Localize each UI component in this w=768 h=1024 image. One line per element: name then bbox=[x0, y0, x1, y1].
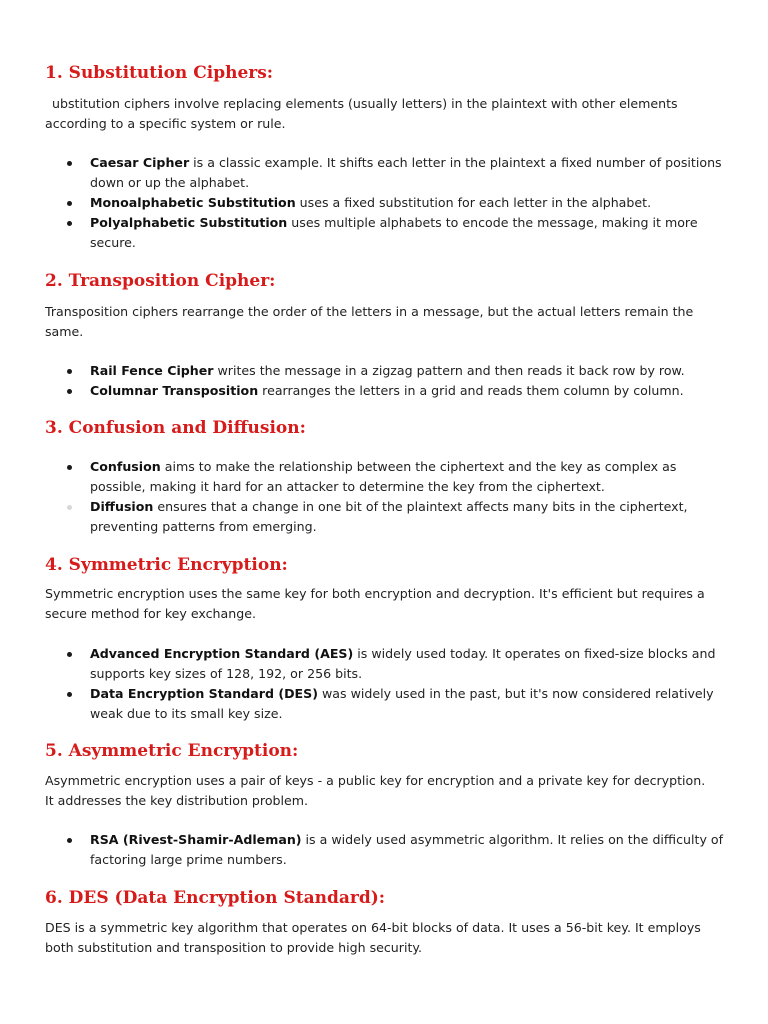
list-item bbox=[45, 497, 725, 537]
list-item bbox=[45, 457, 725, 497]
bullet-icon bbox=[67, 221, 72, 226]
section-2-bullet-list bbox=[45, 361, 725, 401]
bullet-term: Data Encryption Standard (DES) bbox=[90, 686, 318, 701]
bullet-term: Advanced Encryption Standard (AES) bbox=[90, 646, 354, 661]
section-4-bullet-list bbox=[45, 644, 725, 724]
section-6-intro: DES is a symmetric key algorithm that operates on 64-bit blocks of data. It uses a 56-bit key. It employs both substitution and transposition to provide high security. bbox=[45, 920, 701, 955]
bullet-text: is a widely used asymmetric algorithm. It relies on the difficulty of factoring large prime numbers. bbox=[90, 832, 724, 867]
bullet-icon bbox=[67, 692, 72, 697]
bullet-term: Columnar Transposition bbox=[90, 383, 259, 398]
bullet-icon bbox=[67, 838, 72, 843]
bullet-icon bbox=[67, 201, 72, 206]
bullet-icon bbox=[67, 161, 72, 166]
section-4-intro: Symmetric encryption uses the same key for both encryption and decryption. It's efficient but requires a secure method for key exchange. bbox=[45, 586, 705, 621]
list-item bbox=[45, 830, 725, 870]
section-2-intro: Transposition ciphers rearrange the order of the letters in a message, but the actual letters remain the same. bbox=[45, 304, 694, 339]
list-item bbox=[45, 153, 725, 193]
bullet-icon bbox=[67, 505, 72, 510]
section-2-heading: 2. Transposition Cipher: bbox=[45, 271, 276, 291]
section-3-bullet-list bbox=[45, 457, 725, 537]
bullet-icon bbox=[67, 369, 72, 374]
section-1-bullet-list bbox=[45, 153, 725, 253]
list-item bbox=[45, 381, 725, 401]
list-item bbox=[45, 213, 725, 253]
bullet-text: is a classic example. It shifts each letter in the plaintext a fixed number of positions down or up the alphabet. bbox=[90, 155, 722, 190]
bullet-icon bbox=[67, 465, 72, 470]
section-1-intro: ubstitution ciphers involve replacing elements (usually letters) in the plaintext with other elements according to a specific system or rule. bbox=[45, 96, 678, 131]
bullet-term: RSA (Rivest-Shamir-Adleman) bbox=[90, 832, 302, 847]
list-item bbox=[45, 684, 725, 724]
section-5-heading: 5. Asymmetric Encryption: bbox=[45, 741, 299, 761]
bullet-term: Rail Fence Cipher bbox=[90, 363, 214, 378]
bullet-text: uses a fixed substitution for each letter in the alphabet. bbox=[295, 195, 652, 210]
section-6-heading: 6. DES (Data Encryption Standard): bbox=[45, 888, 386, 908]
list-item bbox=[45, 361, 725, 381]
section-4-heading: 4. Symmetric Encryption: bbox=[45, 555, 288, 575]
bullet-term: Diffusion bbox=[90, 499, 154, 514]
bullet-text: is widely used today. It operates on fixed-size blocks and supports key sizes of 128, 192, or 256 bits. bbox=[90, 646, 716, 681]
list-item bbox=[45, 644, 725, 684]
bullet-text: was widely used in the past, but it's now considered relatively weak due to its small key size. bbox=[90, 686, 714, 721]
bullet-icon bbox=[67, 652, 72, 657]
bullet-text: uses multiple alphabets to encode the message, making it more secure. bbox=[90, 215, 698, 250]
bullet-term: Polyalphabetic Substitution bbox=[90, 215, 288, 230]
bullet-text: rearranges the letters in a grid and reads them column by column. bbox=[258, 383, 684, 398]
bullet-term: Confusion bbox=[90, 459, 161, 474]
section-5-intro: Asymmetric encryption uses a pair of keys - a public key for encryption and a private key for decryption. It addresses the key distribution problem. bbox=[45, 773, 706, 808]
bullet-text: writes the message in a zigzag pattern and then reads it back row by row. bbox=[213, 363, 685, 378]
bullet-text: aims to make the relationship between the ciphertext and the key as complex as possible, making it hard for an attacker to determine the key from the ciphertext. bbox=[90, 459, 677, 494]
bullet-term: Monoalphabetic Substitution bbox=[90, 195, 296, 210]
section-1-heading: 1. Substitution Ciphers: bbox=[45, 63, 274, 83]
list-item bbox=[45, 193, 725, 213]
bullet-icon bbox=[67, 389, 72, 394]
section-3-heading: 3. Confusion and Diffusion: bbox=[45, 418, 306, 438]
bullet-text: ensures that a change in one bit of the plaintext affects many bits in the ciphertext, preventing patterns from emerging. bbox=[90, 499, 688, 534]
section-5-bullet-list bbox=[45, 830, 725, 870]
bullet-term: Caesar Cipher bbox=[90, 155, 190, 170]
